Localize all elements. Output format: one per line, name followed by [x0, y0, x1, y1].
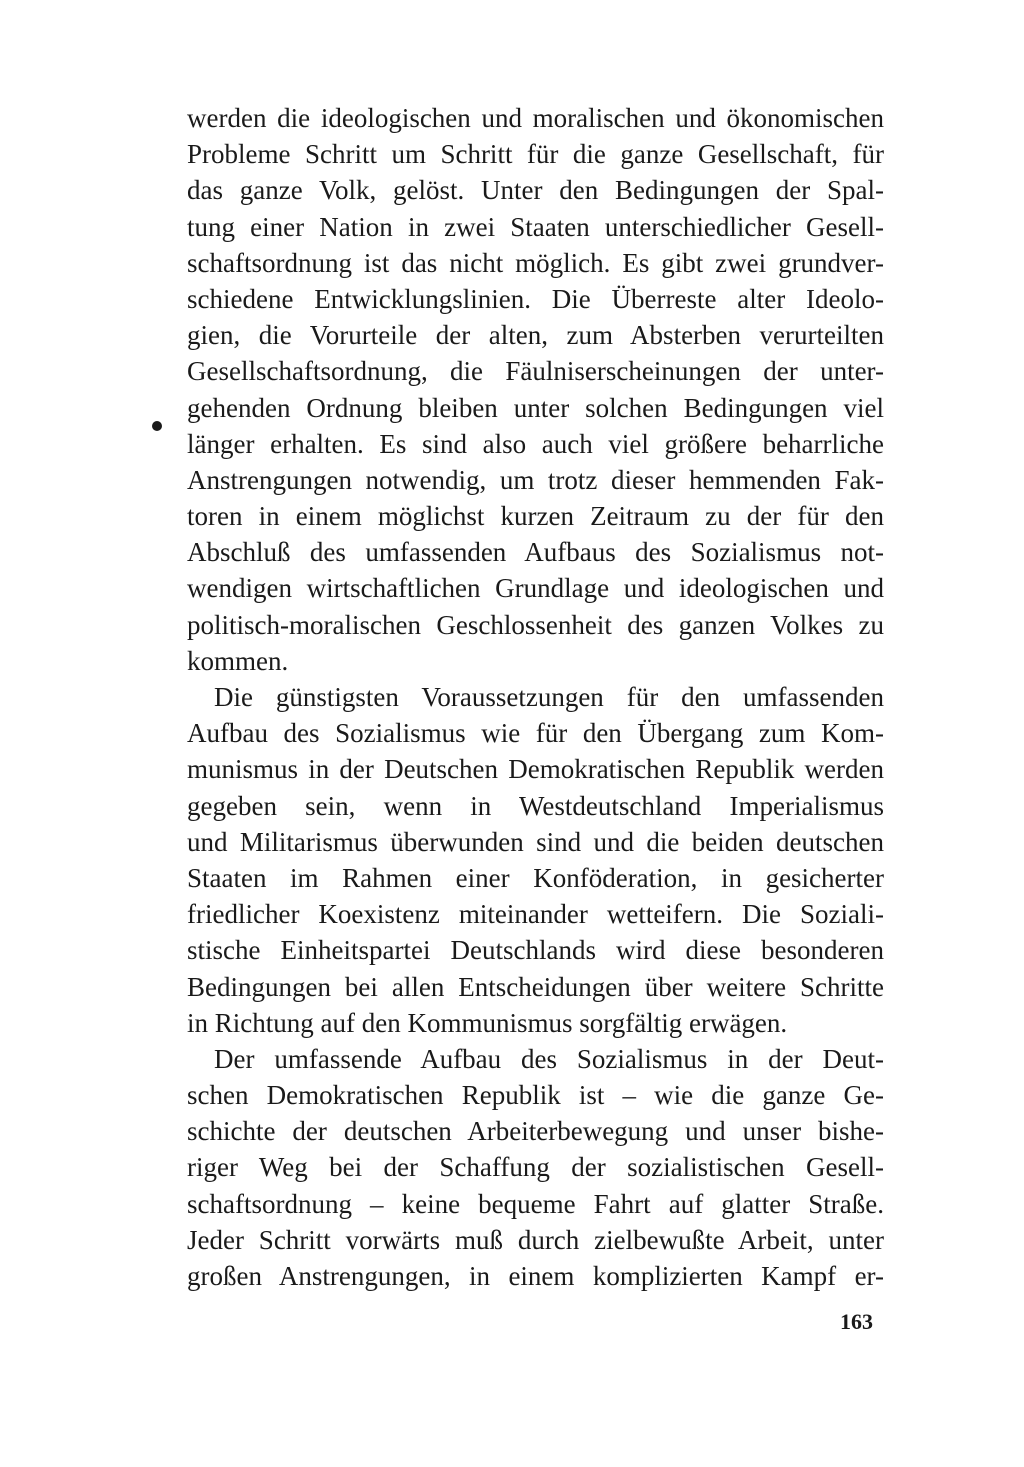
text-line: Staaten im Rahmen einer Konföderation, in gesicherter [187, 862, 884, 893]
text-line: munismus in der Deutschen Demokratischen Republik werden [187, 754, 884, 785]
paragraph-2 [187, 679, 884, 1041]
text-line: riger Weg bei der Schaffung der sozialistischen Gesell- [187, 1152, 884, 1183]
text-line: stische Einheitspartei Deutschlands wird diese besonderen [187, 935, 884, 966]
paragraph-1 [187, 100, 884, 679]
page-number: 163 [840, 1309, 873, 1334]
text-line: gien, die Vorurteile der alten, zum Absterben verurteilten [187, 320, 884, 351]
text-line: schaftsordnung – keine bequeme Fahrt auf glatter Straße. [187, 1188, 884, 1219]
text-line: gegeben sein, wenn in Westdeutschland Imperialismus [187, 790, 884, 821]
text-line: Abschluß des umfassenden Aufbaus des Sozialismus not- [187, 537, 884, 568]
text-line: Probleme Schritt um Schritt für die ganze Gesellschaft, für [187, 139, 884, 170]
margin-mark [152, 421, 162, 431]
text-line: gehenden Ordnung bleiben unter solchen Bedingungen viel [187, 392, 884, 423]
text-line: politisch-moralischen Geschlossenheit des ganzen Volkes zu [187, 609, 884, 640]
text-line: kommen. [187, 645, 289, 676]
paragraph-3 [187, 1041, 884, 1294]
text-line: in Richtung auf den Kommunismus sorgfältig erwägen. [187, 1007, 788, 1038]
text-line: Gesellschaftsordnung, die Fäulniserscheinungen der unter- [187, 356, 884, 387]
body-text [187, 100, 884, 1294]
text-line: schichte der deutschen Arbeiterbewegung und unser bishe- [187, 1116, 884, 1147]
text-line: schiedene Entwicklungslinien. Die Überreste alter Ideolo- [187, 283, 884, 314]
text-line: großen Anstrengungen, in einem komplizierten Kampf er- [187, 1261, 884, 1291]
text-line: das ganze Volk, gelöst. Unter den Bedingungen der Spal- [187, 175, 884, 206]
text-line: toren in einem möglichst kurzen Zeitraum zu der für den [187, 501, 884, 532]
text-line: Die günstigsten Voraussetzungen für den umfassenden [214, 682, 884, 712]
text-line: und Militarismus überwunden sind und die beiden deutschen [187, 826, 884, 857]
text-line: Aufbau des Sozialismus wie für den Übergang zum Kom- [187, 718, 884, 749]
text-line: Der umfassende Aufbau des Sozialismus in der Deut- [214, 1043, 884, 1074]
text-line: Bedingungen bei allen Entscheidungen über weitere Schritte [187, 971, 884, 1002]
text-line: schaftsordnung ist das nicht möglich. Es gibt zwei grundver- [187, 247, 884, 278]
text-line: länger erhalten. Es sind also auch viel größere beharrliche [187, 428, 884, 459]
text-line: werden die ideologischen und moralischen und ökonomischen [187, 103, 884, 133]
text-line: friedlicher Koexistenz miteinander wetteifern. Die Soziali- [187, 899, 884, 930]
text-line: Anstrengungen notwendig, um trotz dieser hemmenden Fak- [187, 464, 884, 495]
text-line: schen Demokratischen Republik ist – wie die ganze Ge- [187, 1080, 884, 1111]
text-line: wendigen wirtschaftlichen Grundlage und ideologischen und [187, 573, 884, 604]
text-line: Jeder Schritt vorwärts muß durch zielbewußte Arbeit, unter [187, 1224, 884, 1255]
text-line: tung einer Nation in zwei Staaten unterschiedlicher Gesell- [187, 211, 884, 242]
